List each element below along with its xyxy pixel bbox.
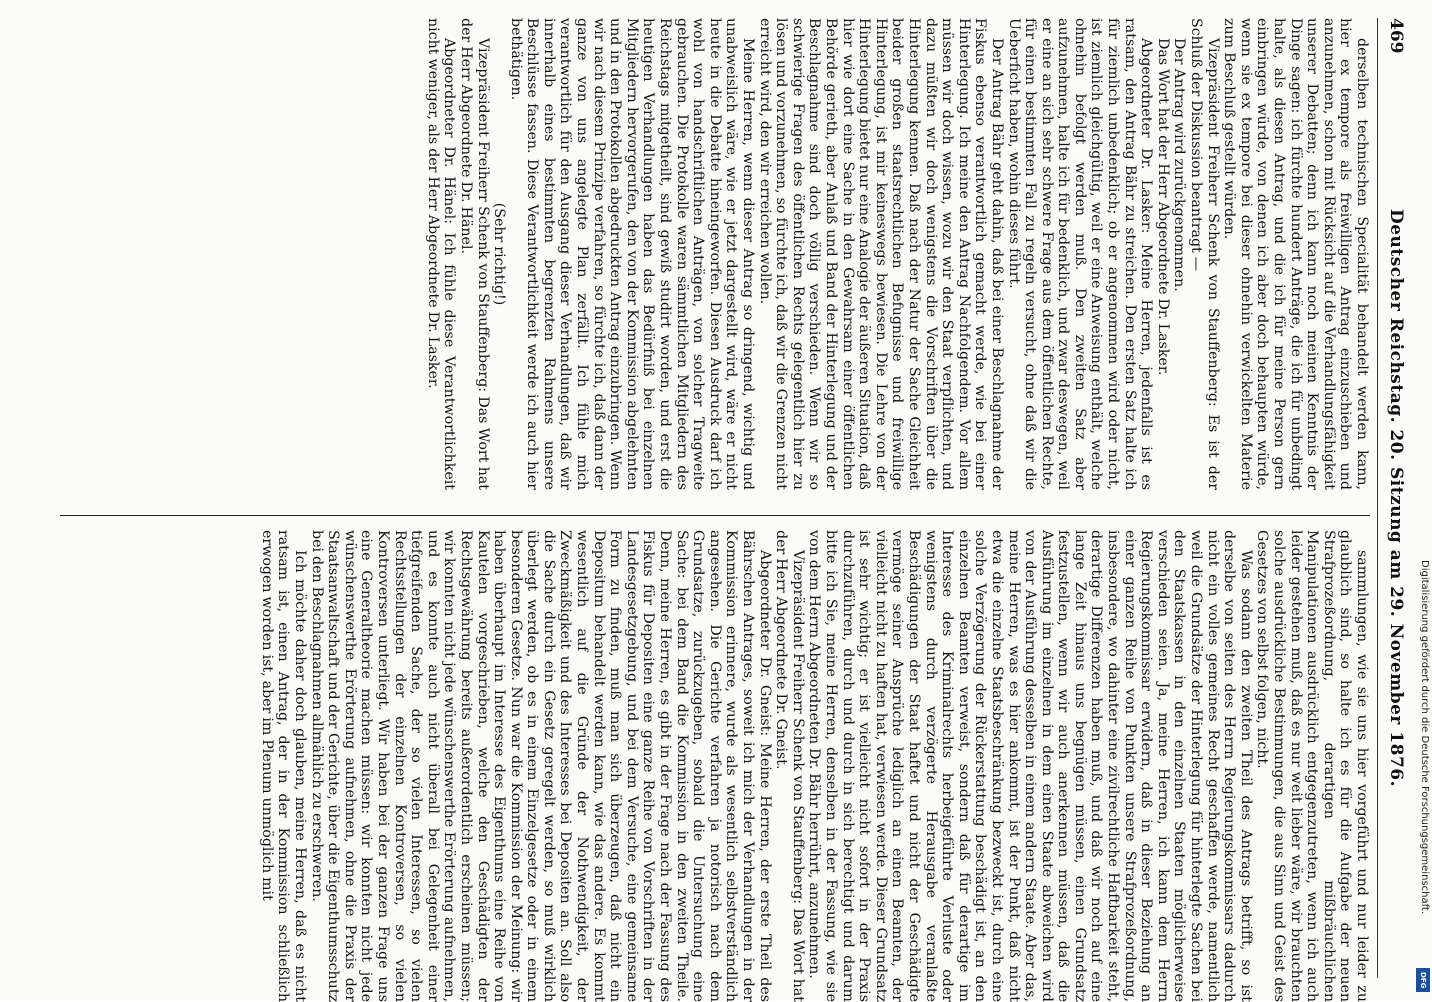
digitization-note: Digitalisierung gefördert durch die Deutsche Forschungsgemeinschaft. <box>1419 560 1430 915</box>
paragraph: Vizepräsident Freiherr Schenk von Stauffenberg: Das Wort hat der Herr Abgeordnete Dr. Gneist. <box>773 530 806 1002</box>
header-rule <box>1377 18 1378 978</box>
left-text-column <box>424 18 1370 490</box>
document-page <box>70 18 1410 1002</box>
paragraph: Abgeordneter Dr. Lasker: Meine Herren, jedenfalls ist es ratsam, den Antrag Bähr zu streichen. Den ersten Satz halte ich für ziemlich unbedenklich; ob er angenommen wird oder nicht, ist ziemlich gleichgültig, weil er eine Anweisung enthält, welche ohnehin befolgt werden muß. Den zweiten Satz aber aufzunehmen, halte ich für bedenklich, und zwar deswegen, weil er eine an sich sehr schwere Frage aus dem öffentlichen Rechte, für einen bestimmten Fall zu regeln versucht, ohne daß wir die Ueberficht haben, wohin dieses führt. <box>1005 18 1155 490</box>
dfg-logo-icon: DFG <box>1416 968 1430 992</box>
paragraph: Meine Herren, wenn dieser Antrag so dringend, wichtig und unabweislich wäre, wie er jetzt dargestellt wird, wäre er nicht heute in die Debatte hineingeworfen. Diesen Ausdruck darf ich wohl von handschriftlichen Anträgen, von solcher Tragweite gebrauchen. Die Protokolle waren sämmtlichen Mitgliedern des Reichstags mitgetheilt, sind gewiß studirt worden, und erst die heutigen Verhandlungen haben das Bedürfniß bei einzelnen Mitgliedern hervorgerufen, den von der Kommission abgelehnten und in den Protokollen abgedruckten Antrag einzubringen. Wenn wir nach diesem Prinzipe verfahren, so fürchte ich, daß dann der ganze von uns angelegte Plan zerfällt. Ich fühle mich verantwortlich für den Ausgang dieser Verhandlungen, daß wir innerhalb eines bestimmten begrenzten Rahmens unsere Beschlüsse fassen. Diese Verantwortlichkeit werde ich auch hier bethätigen. <box>507 18 757 490</box>
paragraph: Abgeordneter Dr. Gneist: Meine Herren, der erste Theil des Bährschen Antrages, soweit ich mich der Verhandlungen in der Kommission erinnere, wurde als wesentlich selbstverständlich angesehen. Die Gerichte verfahren ja notorisch nach dem Grundsatze, zurückzugeben, sobald die Untersuchung eine Sache: bei dem Band die Kommission in den zweiten Theile. Denn, meine Herren, es gibt in der Frage nach der Fassung des Fiskus für Depositen eine ganze Reihe von Vorschriften in der Landesgesetzgebung, und bei dem Versuche, eine gemeinsame Form zu finden, muß man sich überzeugen, daß nicht ein Depositum behandelt werden kann, wie das andere. Es kommt wesentlich auf die Gründe der Nothwendigkeit, der Zweckmäßigkeit und des Interesses bei Depositen an. Soll also die Sache durch ein Gesetz geregelt werden, so muß wirklich überlegt werden, ob es in einem Einzelgesetze oder in einem besonderen Gesetze. Nun war die Kommission der Meinung: wir haben überhaupt im Interesse des Eigenthums eine Reihe von Kautelen vorgeschrieben, welche den Geschädigten der Rechtsgewährung bereits außerordentlich erscheinen müssen; wir konnten nicht jede wünschenswerthe Erörterung aufnehmen, und es konnte auch nicht überall bei Gelegenheit einer tiefgreifenden Sache, der so vielen Interessen, so vielen Rechtsstellungen der einzelnen Kontroversen, so vielen Kontroversen unterliegt. Wir haben bei der ganzen Frage uns eine Generaltheorie machen müssen: wir konnten nicht jede wünschenswerthe Erörterung aufnehmen, ohne die Praxis der Staatsanwaltschaft und der Gerichte, über die Eigenthumsschutz bei den Beschlagnahmen allmählich zu erschweren. <box>308 530 773 1002</box>
page-header <box>1380 18 1410 978</box>
paragraph: Der Antrag wird zurückgenommen. <box>1171 38 1188 292</box>
paragraph: Vizepräsident Freiherr Schenk von Stauffenberg: Das Wort hat der Herr Abgeordnete Dr. Hänel. <box>457 18 491 490</box>
paragraph: Ich möchte daher doch glauben, meine Herren, daß es nicht ratsam ist, einen Antrag, der in der Kommission schließlich erwogen worden ist, aber im Plenum unmöglich mit <box>258 530 308 1002</box>
paragraph: derselben technischen Specialität behandelt werden kann, hier ex tempore als freiwilligen Antrag einzuschieben und anzunehmen, schon mit Rücksicht auf die Verhandlungsfähigkeit unserer Debatten; denn ich kann noch meinen Kenntnis der Dinge sagen: ich fürchte hundert Anträge, die ich für unbedingt halte, als diesen Antrag, und die ich für meine Person gern einbringen würde, von denen ich aber doch behaupten würde, wenn sie ex tempore bei dieser ohnehin verwickelten Materie zum Beschluß gestellt würden. <box>1221 18 1370 490</box>
paragraph: Abgeordneter Dr. Hänel: Ich fühle diese Verantwortlichkeit nicht weniger, als der Herr Abgeordnete Dr. Lasker. <box>424 18 458 490</box>
paragraph: Vizepräsident Freiherr Schenk von Stauffenberg: Es ist der Schluß der Diskussion beantragt — <box>1188 18 1221 490</box>
interjection: (Sehr richtig!) <box>491 202 508 306</box>
paragraph: Was sodann den zweiten Theil des Antrags betrifft, so ist derselbe von seiten des Herrn Regierungskommissars dadurch nicht ein volles gemeines Recht geschaffen werde, namentlich weil die Grundsätze der Hinterlegung für hinterlegte Sachen bei den Staatskassen in den einzelnen Staaten möglicherweise verschieden seien. Ja, meine Herren, ich kann dem Herrn Regierungskommissar erwidern, daß in dieser Beziehung an einer ganzen Reihe von Punkten unsere Strafprozeßordnung, insbesondere, wo dahinter eine zivilrechtliche Haftbarkeit steht, derartige Differenzen haben muß, und daß wir noch auf eine lange Zeit hinaus uns begnügen müssen, einen Grundsatz festzustellen, wenn wir auch anerkennen müssen, daß die Ausführung im einzelnen in dem einen Staate abweichen wird von der Ausführung desselben in einem andern Staate. Aber das, meine Herren, was es hier ankommt, ist der Punkt, daß nicht etwa die einzelne Staatsbeschränkung bezweckt ist, durch eine solche Verzögerung der Rückerstattung beschädigt ist, an den einzelnen Beamten verweist, sondern daß für derartige im Interesse des Kriminalrechts herbeigeführte Verluste oder wenigstens durch verzögerte Herausgabe veranlaßte Beschädigungen der Staat haftet und nicht der Geschädigte vermöge seiner Ansprüche lediglich an einen Beamten, der vielleicht nicht zu haften hat, verwiesen werde. Dieser Grundsatz ist sehr wichtig; er ist vielleicht nicht sofort in der Praxis durchzuführen, durch und durch in sich berechtigt und darum bitte ich Sie, meine Herren, denselben in der Fassung, wie sie von dem Herrn Abgeordneten Dr. Bähr herrührt, anzunehmen. <box>806 530 1254 1002</box>
paragraph: Das Wort hat der Herr Abgeordnete Dr. Lasker. <box>1154 38 1171 376</box>
paragraph: sammlungen, wie sie uns hier vorgeführt und nur leider zu glaublich sind, so halte ich es für die Aufgabe der neuen Strafprozeßordnung, derartigen mißbräuchlichen Manipulationen ausdrücklich entgegenzutreten, wenn ich auch leider gestehen muß, daß es nur weit lieber wäre, wir brauchten solche ausdrückliche Bestimmungen, die aus Sinn und Geist des Gesetzes von selbst folgen, nicht. <box>1254 530 1370 1002</box>
paragraph: Der Antrag Bähr geht dahin, daß bei einer Beschlagnahme der Fiskus ebenso verantwortlich gemacht werde, wie bei einer Hinterlegung. Ich meine den Antrag Nachfolgendem. Vor allem müssen wir doch wissen, wozu wir den Staat verpflichten, und dazu müßten wir doch wenigstens die Vorschriften über die Hinterlegung kennen. Daß nach der Natur der Sache Gleichheit beider großen staatsrechtlichen Befugnisse und freiwillige Hinterlegung, ist mir keineswegs bewiesen. Die Lehre von der Hinterlegung bietet nur eine Analogie der äußeren Situation, daß hier wie dort eine Sache in den Gewahrsam einer öffentlichen Behörde gerieth, aber Anlaß und Band der Hinterlegung und der Beschlagnahme sind doch völlig verschieden. Wenn wir so schwierige Fragen des öffentlichen Rechts gelegentlich hier zu lösen und vorzunehmen, so fürchte ich, daß wir die Grenzen nicht erreicht wird, den wir erreichen wollen. <box>756 18 1005 490</box>
right-text-column <box>258 530 1370 1002</box>
running-title: Deutscher Reichstag. 20. Sitzung am 29. November 1876. <box>1386 208 1406 788</box>
page-number: 469 <box>1386 18 1406 54</box>
digitization-footer <box>1418 560 1432 1000</box>
column-divider <box>60 515 1370 516</box>
